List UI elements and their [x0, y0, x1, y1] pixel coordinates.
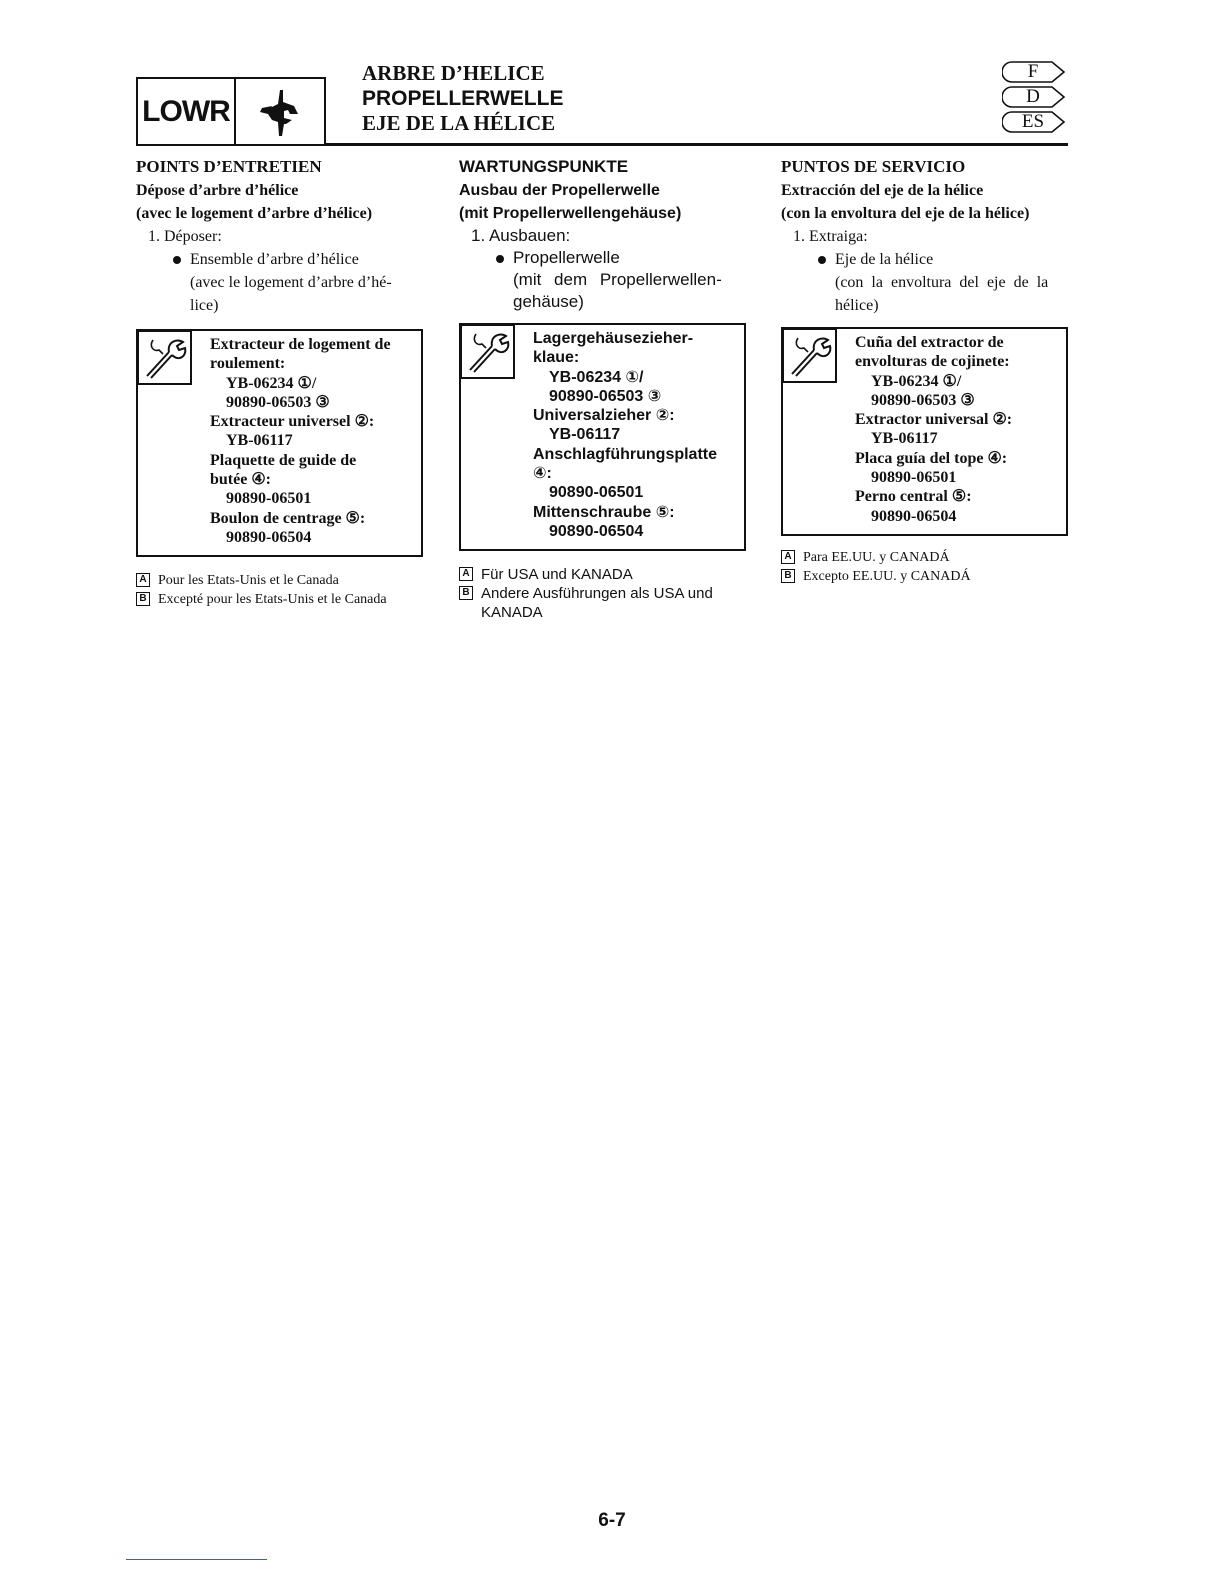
tool-line: Extractor universal ②:: [855, 411, 1013, 429]
title-es: EJE DE LA HÉLICE: [362, 111, 556, 135]
section-title: WARTUNGSPUNKTE: [459, 157, 629, 176]
tool-line: Universalzieher ②:: [533, 407, 675, 425]
tool-line: envolturas de cojinete:: [855, 353, 1010, 371]
notes: [781, 548, 1071, 586]
subheading: Extracción del eje de la hélice: [781, 182, 984, 199]
bullet-text: Ensemble d’arbre d’hélice: [190, 251, 359, 268]
note-text: Pour les Etats-Unis et le Canada: [158, 573, 339, 589]
note-marker-a: A: [459, 567, 473, 581]
subheading: (mit Propellerwellengehäuse): [459, 205, 682, 222]
section-code: LOWR: [138, 79, 236, 144]
step-item: 1. Déposer:: [148, 228, 222, 245]
tool-line: Extracteur universel ②:: [210, 413, 375, 431]
tool-part-number: 90890-06501: [871, 469, 957, 487]
tool-line: Placa guía del tope ④:: [855, 449, 1008, 467]
subheading: Ausbau der Propellerwelle: [459, 182, 660, 199]
page-number: 6-7: [598, 1510, 626, 1531]
language-badge-f: [1002, 60, 1068, 84]
tool-part-number: 90890-06501: [549, 484, 644, 502]
lower-unit-icon: [236, 79, 324, 144]
language-label-es: ES: [1021, 111, 1045, 132]
subheading: (con la envoltura del eje de la hélice): [781, 205, 1030, 222]
notes: [136, 571, 426, 609]
tool-line: Cuña del extractor de: [855, 334, 1004, 351]
special-tool-box: [136, 329, 423, 557]
note-a: [781, 548, 1071, 567]
tool-part-number: 90890-06503 ③: [871, 391, 975, 409]
language-label-f: F: [1027, 61, 1039, 82]
bullet-item: [459, 247, 749, 313]
bullet-dot-icon: [173, 256, 181, 264]
tool-part-number: YB-06117: [871, 430, 938, 448]
tool-part-number: 90890-06504: [549, 522, 644, 540]
column-german: [459, 155, 749, 622]
notes: [459, 565, 749, 622]
note-a: [136, 571, 426, 590]
section-title: POINTS D’ENTRETIEN: [136, 157, 322, 176]
title-fr: ARBRE D’HELICE: [362, 61, 545, 85]
column-french: [136, 155, 426, 609]
note-b: [781, 567, 1071, 586]
subheading: Dépose d’arbre d’hélice: [136, 182, 299, 199]
tool-line: ④:: [533, 465, 552, 483]
bullet-item: [136, 248, 426, 317]
note-b-continuation: KANADA: [481, 604, 543, 622]
note-marker-b: B: [781, 569, 795, 583]
tool-line: roulement:: [210, 355, 286, 373]
special-tool-box: [781, 327, 1068, 536]
note-marker-b: B: [459, 586, 473, 600]
tool-part-number: YB-06117: [549, 426, 621, 444]
subheading: (avec le logement d’arbre d’hélice): [136, 205, 373, 222]
header-rule: [326, 143, 1068, 146]
language-badges: [1002, 60, 1068, 135]
bullet-continuation: (con la envoltura del eje de la: [835, 274, 1049, 291]
tool-line: Extracteur de logement de: [210, 336, 391, 353]
tool-part-number: 90890-06501: [226, 490, 312, 508]
tool-line: Anschlagführungsplatte: [533, 445, 718, 463]
tool-line: klaue:: [533, 349, 580, 367]
bullet-continuation: hélice): [835, 297, 879, 314]
note-text: Excepté pour les Etats-Unis et le Canada: [158, 592, 387, 608]
tool-part-number: 90890-06504: [871, 507, 957, 525]
note-text: Für USA und KANADA: [481, 566, 633, 584]
tool-part-number: YB-06234 ①/: [226, 374, 317, 392]
bullet-dot-icon: [818, 256, 826, 264]
tool-line: butée ④:: [210, 471, 271, 489]
step-item: 1. Ausbauen:: [471, 226, 571, 245]
tool-part-number: 90890-06503 ③: [226, 393, 330, 411]
special-tool-icon: [460, 324, 515, 379]
special-tool-icon: [782, 328, 837, 383]
bullet-text: Propellerwelle: [513, 248, 620, 267]
note-b: [136, 590, 426, 609]
bullet-continuation: lice): [190, 297, 219, 314]
note-text: Andere Ausführungen als USA und: [481, 585, 713, 603]
tool-line: Perno central ⑤:: [855, 488, 972, 506]
tool-part-number: 90890-06504: [226, 528, 312, 546]
bullet-continuation: gehäuse): [513, 292, 584, 311]
note-b: [459, 584, 749, 603]
bullet-continuation: (mit dem Propellerwellen-: [513, 270, 722, 289]
language-label-d: D: [1026, 86, 1040, 107]
note-a: [459, 565, 749, 584]
note-text: Excepto EE.UU. y CANADÁ: [803, 568, 971, 584]
bullet-item: [781, 248, 1071, 317]
column-spanish: [781, 155, 1071, 586]
bullet-continuation: (avec le logement d’arbre d’hé-: [190, 274, 392, 291]
tool-line: Lagergehäusezieher-: [533, 330, 694, 347]
bottom-link-underline[interactable]: [126, 1559, 267, 1560]
step-item: 1. Extraiga:: [793, 228, 868, 245]
tool-part-number: YB-06117: [226, 432, 293, 450]
note-marker-b: B: [136, 592, 150, 606]
section-badge: [136, 77, 326, 146]
note-marker-a: A: [136, 573, 150, 587]
tool-line: Boulon de centrage ⑤:: [210, 509, 366, 527]
language-badge-d: [1002, 85, 1068, 109]
note-text: Para EE.UU. y CANADÁ: [803, 549, 950, 565]
bullet-text: Eje de la hélice: [835, 251, 934, 268]
tool-line: Plaquette de guide de: [210, 451, 357, 469]
special-tool-box: [459, 323, 746, 551]
page-titles: [362, 61, 563, 136]
bullet-dot-icon: [496, 255, 504, 263]
tool-part-number: YB-06234 ①/: [871, 372, 962, 390]
section-title: PUNTOS DE SERVICIO: [781, 157, 966, 176]
special-tool-icon: [137, 330, 192, 385]
tool-part-number: 90890-06503 ③: [549, 387, 662, 405]
tool-line: Mittenschraube ⑤:: [533, 503, 675, 521]
language-badge-es: [1002, 110, 1068, 134]
title-de: PROPELLERWELLE: [362, 87, 564, 110]
tool-part-number: YB-06234 ①/: [549, 368, 644, 386]
note-marker-a: A: [781, 550, 795, 564]
